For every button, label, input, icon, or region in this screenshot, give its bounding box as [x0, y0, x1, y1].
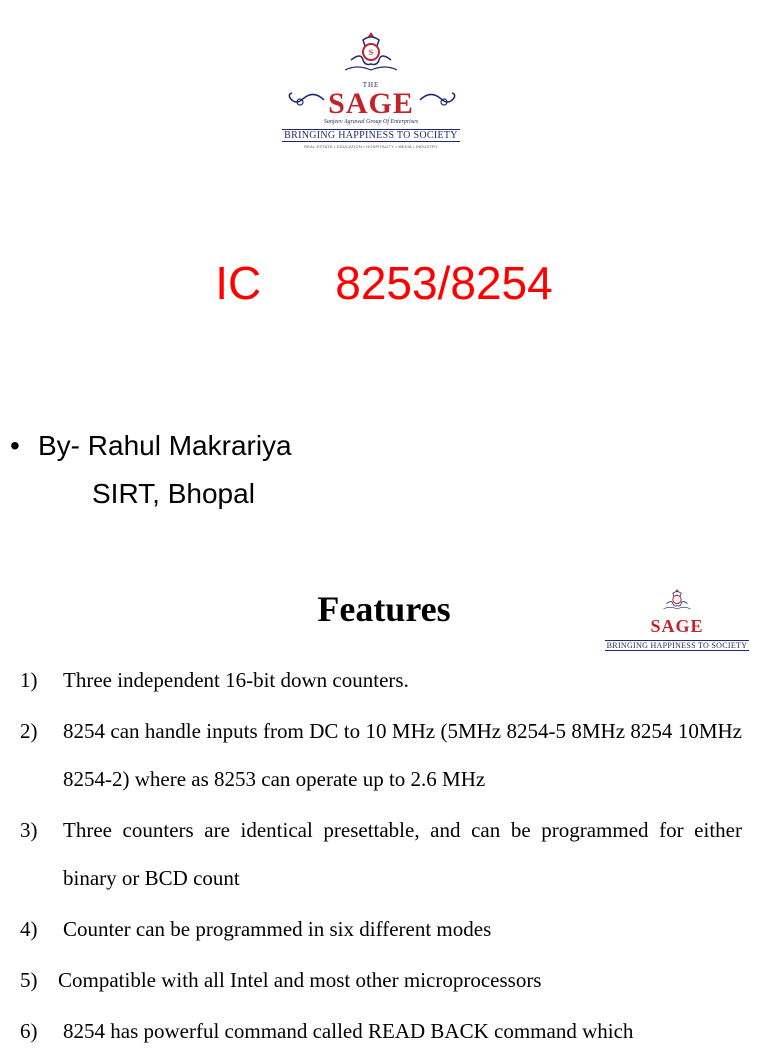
item-text: Three counters are identical presettable, and can be programmed for either binary or BCD count — [63, 818, 742, 890]
logo-subtitle: Sanjeev Agrawal Group Of Enterprises — [323, 119, 419, 125]
item-number: 6) — [20, 1019, 38, 1043]
logo-the: THE — [362, 81, 380, 89]
features-title: Features — [317, 589, 451, 629]
flourish-left-icon — [286, 88, 326, 110]
author-line — [10, 430, 292, 462]
item-number: 3) — [20, 818, 38, 842]
slide-title — [0, 256, 768, 310]
institution: SIRT, Bhopal — [92, 478, 255, 509]
title-part-1: IC — [215, 257, 262, 309]
bullet: • — [10, 430, 20, 461]
list-item — [20, 656, 742, 704]
list-item — [20, 905, 742, 953]
item-text: 8254 can handle inputs from DC to 10 MHz (5MHz 8254-5 8MHz 8254 10MHz 8254-2) where as 8253 can operate up to 2.6 MHz — [63, 719, 742, 791]
item-number: 2) — [20, 719, 38, 743]
list-item — [20, 1007, 742, 1055]
list-item — [20, 806, 742, 902]
item-text: 8254 has powerful command called READ BACK command which — [63, 1019, 634, 1043]
emblem-icon — [341, 30, 401, 76]
list-item — [20, 956, 742, 1004]
author-name: By- Rahul Makrariya — [38, 430, 292, 461]
title-part-2: 8253/8254 — [335, 257, 553, 309]
logo-tagline: BRINGING HAPPINESS TO SOCIETY — [606, 641, 748, 650]
item-text: Three independent 16-bit down counters. — [63, 668, 409, 692]
logo-sectors: REAL ESTATE • EDUCATION • HOSPITALITY • MEDIA • INDUSTRY — [304, 144, 438, 149]
item-number: 4) — [20, 917, 38, 941]
item-number: 5) — [20, 968, 38, 992]
item-text: Counter can be programmed in six different modes — [63, 917, 492, 941]
logo-tagline: BRINGING HAPPINESS TO SOCIETY — [284, 130, 458, 141]
item-number: 1) — [20, 668, 38, 692]
logo-name: SAGE — [650, 616, 704, 636]
item-text: Compatible with all Intel and most other microprocessors — [58, 968, 542, 992]
flourish-right-icon — [418, 88, 458, 110]
features-list — [20, 656, 742, 1058]
logo-name: SAGE — [328, 87, 414, 120]
list-item — [20, 707, 742, 803]
svg-text:S: S — [368, 48, 374, 57]
